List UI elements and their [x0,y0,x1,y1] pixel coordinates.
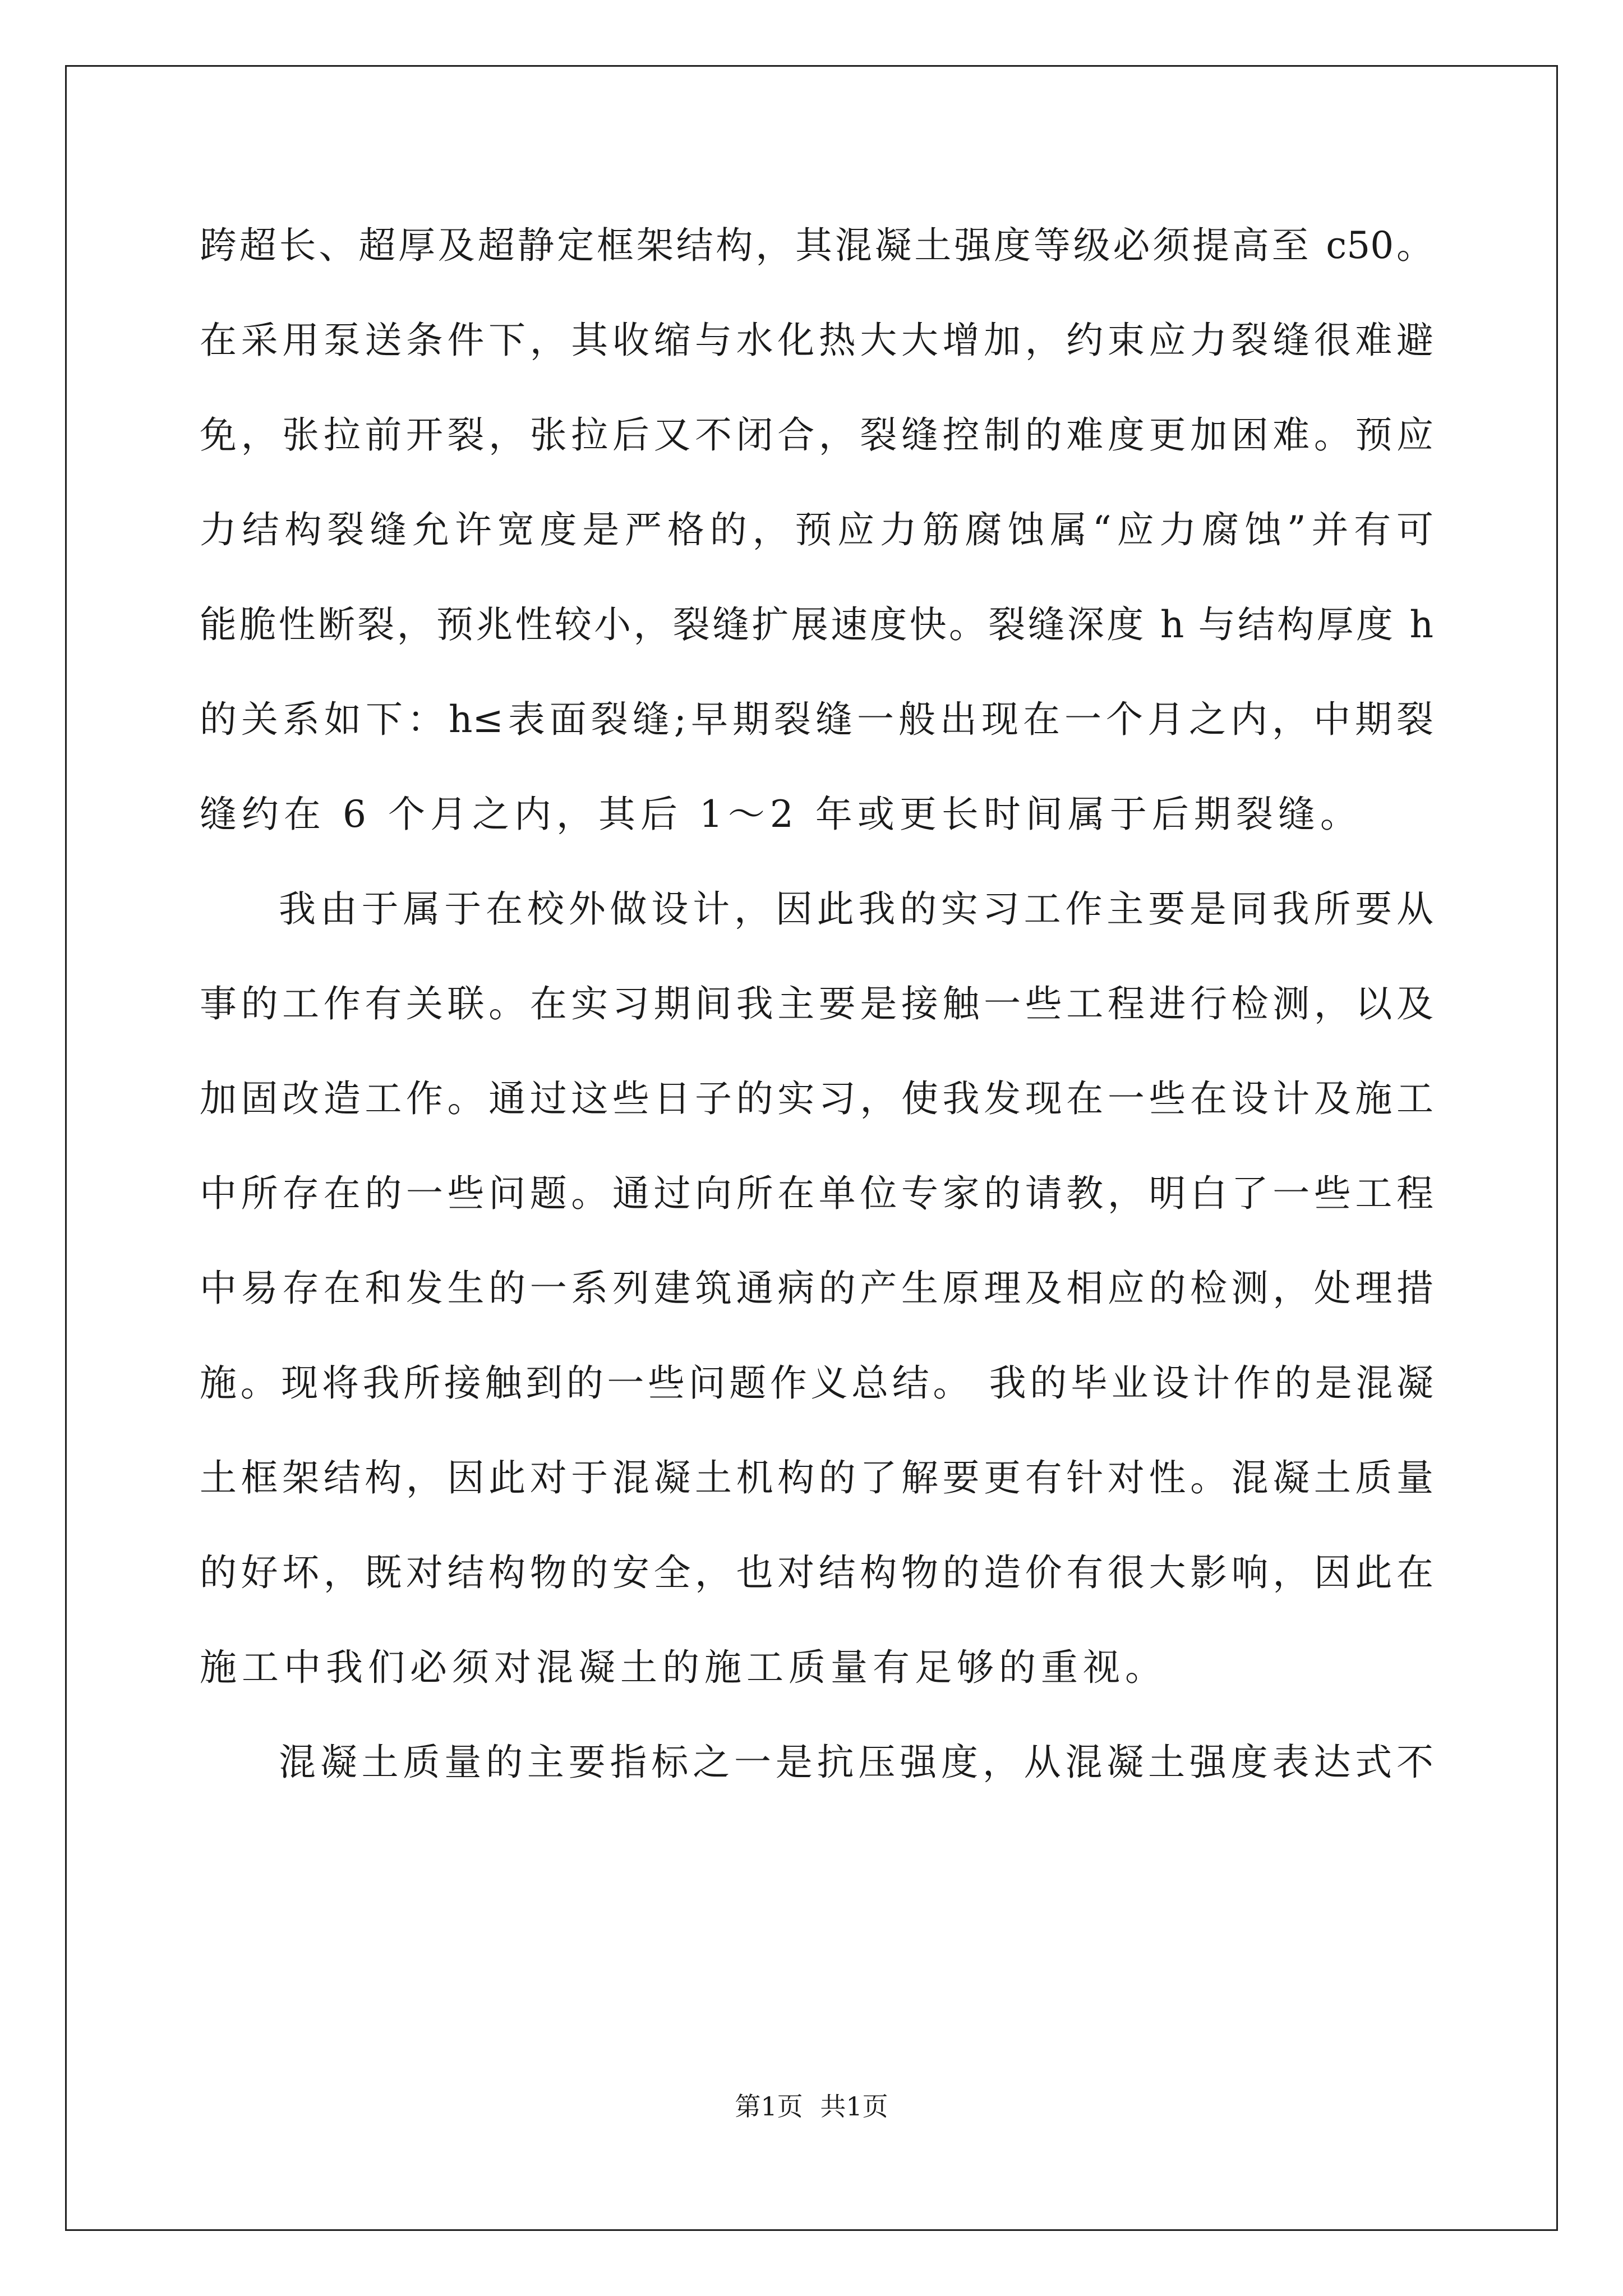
text-line: 免，张拉前开裂，张拉后又不闭合，裂缝控制的难度更加困难。预应 [200,413,1433,457]
text-line: 事的工作有关联。在实习期间我主要是接触一些工程进行检测，以及 [200,982,1433,1025]
text-line: 土框架结构，因此对于混凝土机构的了解要更有针对性。混凝土质量 [200,1456,1433,1499]
text-line: 施工中我们必须对混凝土的施工质量有足够的重视。 [200,1646,1167,1689]
text-line: 的关系如下：h≤表面裂缝;早期裂缝一般出现在一个月之内，中期裂 [200,698,1433,741]
text-line: 能脆性断裂，预兆性较小，裂缝扩展速度快。裂缝深度 h 与结构厚度 h [200,603,1433,646]
page-footer [0,2090,1623,2123]
text-line: 中易存在和发生的一系列建筑通病的产生原理及相应的检测，处理措 [200,1267,1433,1310]
page-total: 共1页 [820,2091,888,2122]
page-border [65,65,1558,2231]
text-line: 在采用泵送条件下，其收缩与水化热大大增加，约束应力裂缝很难避 [200,319,1433,362]
text-line: 施。现将我所接触到的一些问题作义总结。 我的毕业设计作的是混凝 [200,1361,1433,1405]
paragraph-first-line: 我由于属于在校外做设计，因此我的实习工作主要是同我所要从 [279,887,1433,931]
paragraph-first-line: 混凝土质量的主要指标之一是抗压强度，从混凝土强度表达式不 [279,1741,1433,1784]
text-line: 跨超长、超厚及超静定框架结构，其混凝土强度等级必须提高至 c50。 [200,224,1433,267]
text-line: 中所存在的一些问题。通过向所在单位专家的请教，明白了一些工程 [200,1172,1433,1215]
text-line: 加固改造工作。通过这些日子的实习，使我发现在一些在设计及施工 [200,1077,1433,1120]
text-line: 力结构裂缝允许宽度是严格的，预应力筋腐蚀属“应力腐蚀”并有可 [200,508,1433,551]
text-line: 缝约在 6 个月之内，其后 1～2 年或更长时间属于后期裂缝。 [200,793,1362,836]
text-line: 的好坏，既对结构物的安全，也对结构物的造价有很大影响，因此在 [200,1551,1433,1594]
page-number: 第1页 [735,2091,803,2122]
